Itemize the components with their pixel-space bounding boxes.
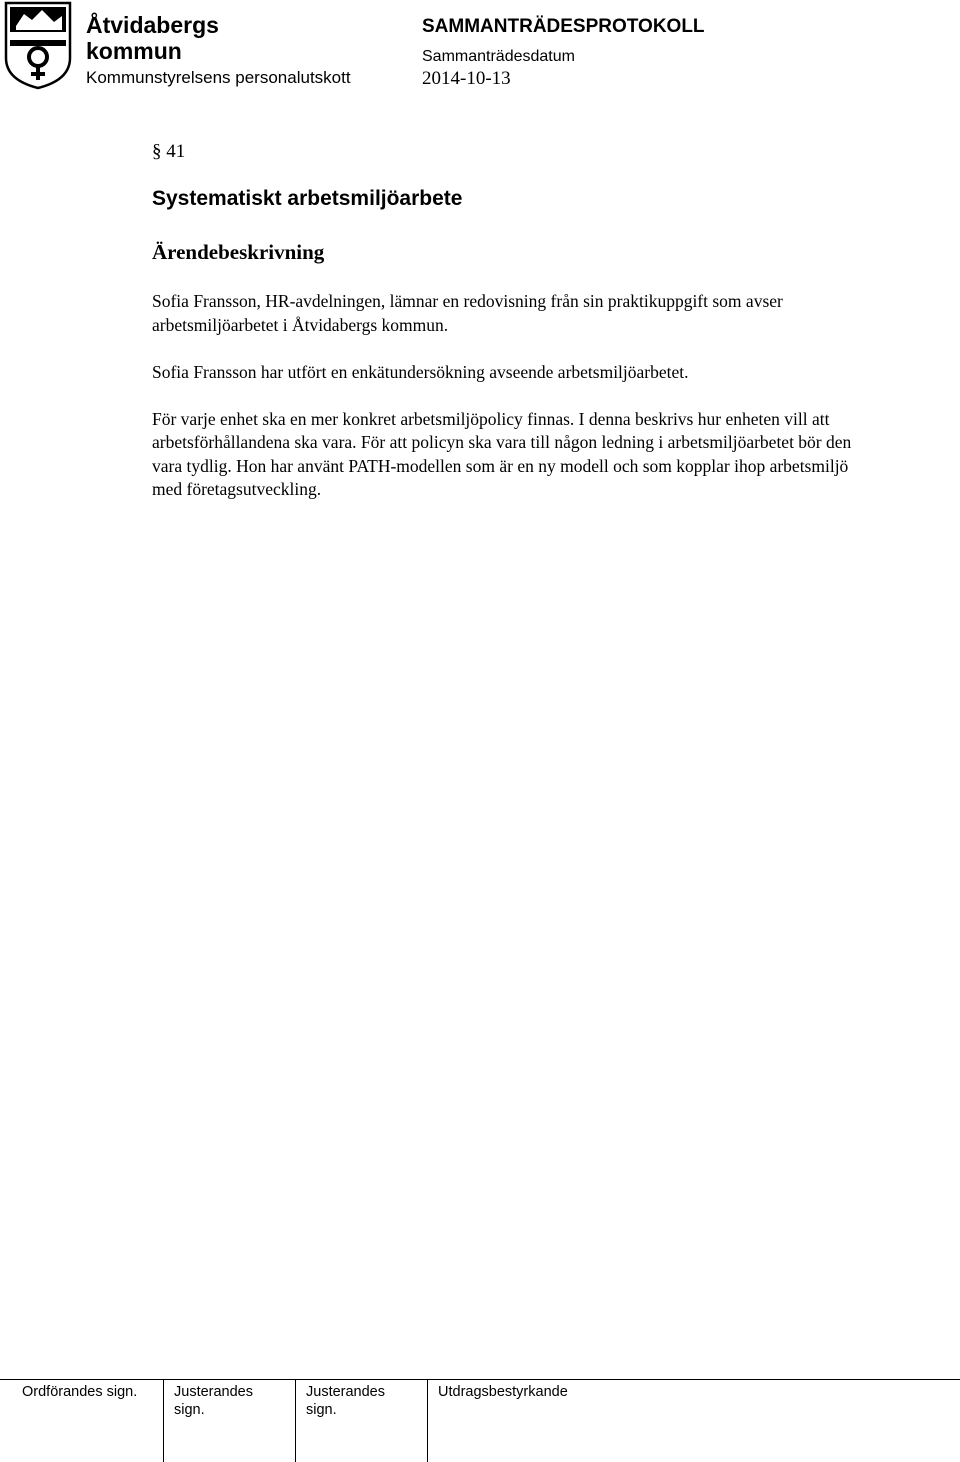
adjuster-1-label: Justerandes bbox=[174, 1384, 253, 1400]
meeting-date-label: Sammanträdesdatum bbox=[422, 48, 575, 65]
case-description-heading: Ärendebeskrivning bbox=[152, 240, 325, 264]
section-number: § 41 bbox=[152, 141, 186, 162]
paragraph: Sofia Fransson, HR-avdelningen, lämnar en redovisning från sin praktikuppgift som avser arbetsmiljöarbetet i Åtvidabergs kommun. bbox=[152, 291, 783, 335]
coat-of-arms-icon bbox=[2, 0, 74, 90]
org-name-line2: kommun bbox=[86, 38, 182, 64]
extract-certifier-cell bbox=[428, 1380, 960, 1462]
meeting-date: 2014-10-13 bbox=[422, 68, 511, 89]
adjuster-2-signature-cell bbox=[296, 1380, 428, 1462]
signature-footer bbox=[0, 1379, 960, 1462]
paragraph: Sofia Fransson har utfört en enkätundersökning avseende arbetsmiljöarbetet. bbox=[152, 361, 689, 382]
case-description-body bbox=[152, 290, 872, 525]
org-name-line1: Åtvidabergs bbox=[86, 12, 219, 38]
adjuster-2-label: Justerandes bbox=[306, 1384, 385, 1400]
section-title: Systematiskt arbetsmiljöarbete bbox=[152, 187, 463, 210]
chair-signature-label: Ordförandes sign. bbox=[22, 1384, 138, 1400]
extract-certifier-label: Utdragsbestyrkande bbox=[438, 1384, 568, 1400]
chair-signature-cell bbox=[0, 1380, 164, 1462]
adjuster-1-signature-cell bbox=[164, 1380, 296, 1462]
adjuster-2-sign-label: sign. bbox=[306, 1402, 337, 1418]
paragraph: För varje enhet ska en mer konkret arbetsmiljöpolicy finnas. I denna beskrivs hur enheten vill att arbetsförhållandena ska vara. För att policyn ska vara till någon ledning i arbetsmiljöarbetet bör den vara tydlig. Hon har använt PATH-modellen som är en ny modell och som kopplar ihop arbetsmiljö med företagsutveckling. bbox=[152, 408, 852, 499]
document-type: SAMMANTRÄDESPROTOKOLL bbox=[422, 16, 705, 37]
adjuster-1-sign-label: sign. bbox=[174, 1402, 205, 1418]
committee-name: Kommunstyrelsens personalutskott bbox=[86, 68, 351, 87]
organization-name bbox=[86, 12, 219, 64]
